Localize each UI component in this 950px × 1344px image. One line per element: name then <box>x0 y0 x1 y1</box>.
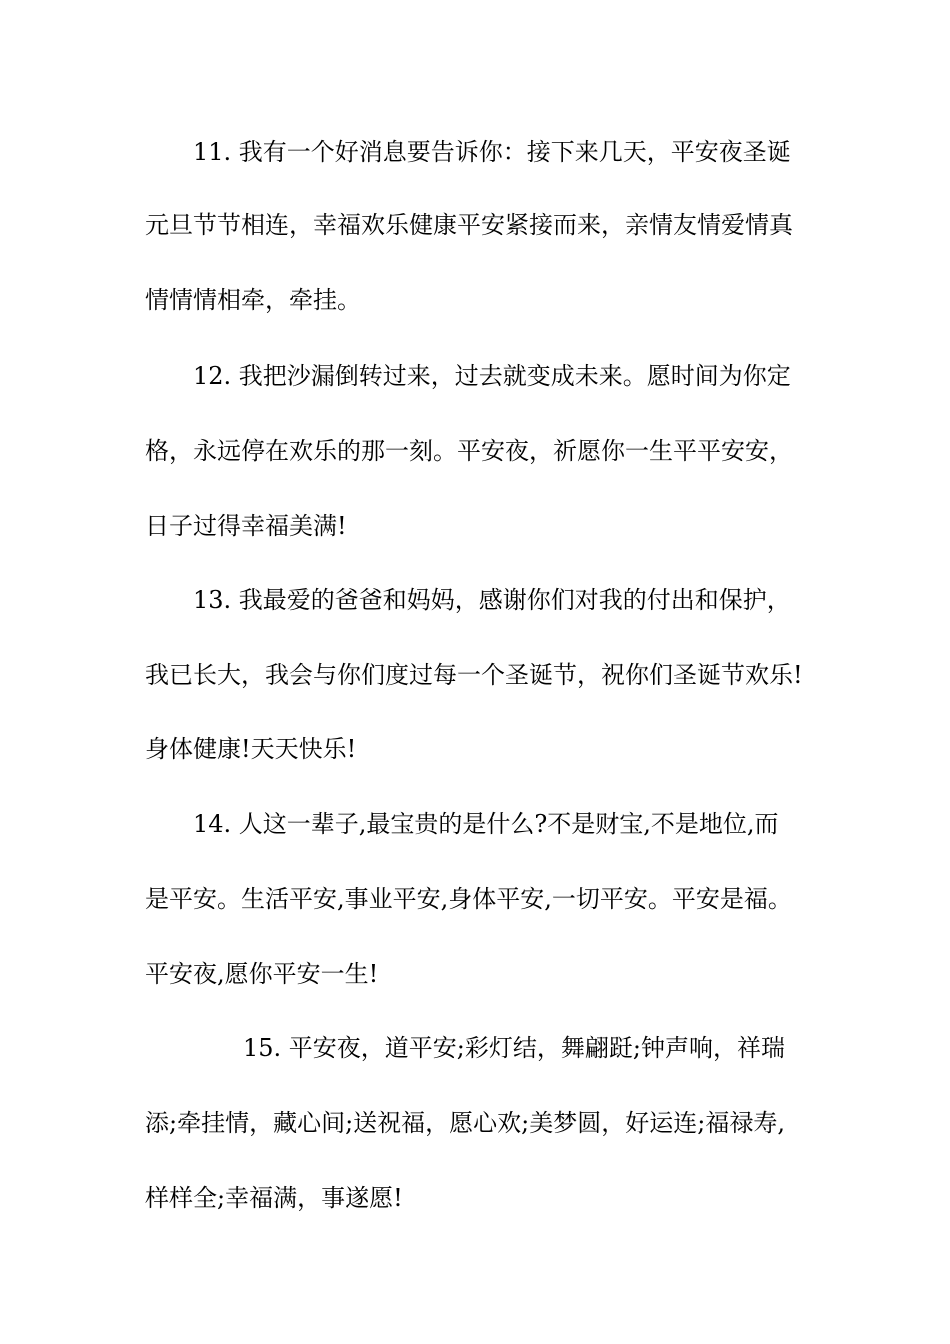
paragraph-12-line-2: 格，永远停在欢乐的那一刻。平安夜，祈愿你一生平平安安， <box>145 437 793 465</box>
paragraph-13-line-1: 13. 我最爱的爸爸和妈妈，感谢你们对我的付出和保护， <box>193 586 791 614</box>
paragraph-13-line-3: 身体健康!天天快乐! <box>145 735 357 763</box>
paragraph-11-line-3: 情情情相牵，牵挂。 <box>145 286 361 314</box>
paragraph-14-line-1: 14. 人这一辈子,最宝贵的是什么?不是财宝,不是地位,而 <box>193 810 779 838</box>
paragraph-15-line-2: 添;牵挂情，藏心间;送祝福，愿心欢;美梦圆，好运连;福禄寿, <box>145 1109 785 1137</box>
paragraph-11-line-1: 11. 我有一个好消息要告诉你：接下来几天，平安夜圣诞 <box>193 138 791 166</box>
paragraph-15-line-1: 15. 平安夜，道平安;彩灯结，舞翩跹;钟声响，祥瑞 <box>243 1034 785 1062</box>
paragraph-14-line-2: 是平安。生活平安,事业平安,身体平安,一切平安。平安是福。 <box>145 885 792 913</box>
paragraph-15-line-3: 样样全;幸福满，事遂愿! <box>145 1184 403 1212</box>
paragraph-12-line-1: 12. 我把沙漏倒转过来，过去就变成未来。愿时间为你定 <box>193 362 791 390</box>
paragraph-12-line-3: 日子过得幸福美满! <box>145 512 347 540</box>
paragraph-13-line-2: 我已长大，我会与你们度过每一个圣诞节，祝你们圣诞节欢乐! <box>145 661 803 689</box>
paragraph-11-line-2: 元旦节节相连，幸福欢乐健康平安紧接而来，亲情友情爱情真 <box>145 211 793 239</box>
paragraph-14-line-3: 平安夜,愿你平安一生! <box>145 960 379 988</box>
